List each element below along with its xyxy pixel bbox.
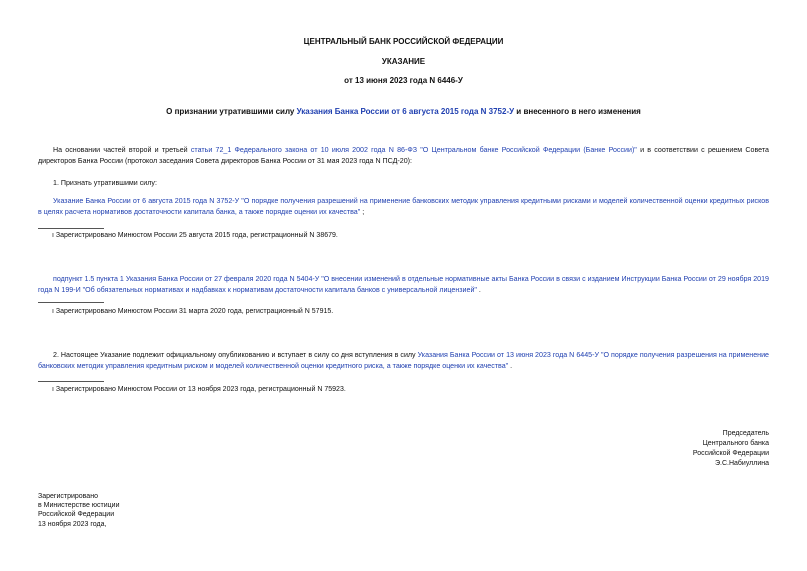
reference-2-tail: . — [476, 285, 481, 294]
registration-line-3: Российской Федерации — [38, 511, 115, 519]
footnote-marker: ı — [52, 308, 56, 315]
registration-line-2: в Министерстве юстиции — [38, 502, 120, 510]
footnote-separator — [38, 228, 104, 229]
registration-block — [38, 492, 119, 529]
item-1-reference-1 — [38, 196, 769, 217]
reference-1-tail: ; — [360, 207, 365, 216]
footnote-1-text: Зарегистрировано Минюстом России 25 августа 2015 года, регистрационный N 38679. — [55, 232, 338, 239]
item-2-text-start: 2. Настоящее Указание подлежит официальному опубликованию и вступает в силу со дня вступления в силу — [53, 351, 418, 359]
title-suffix: и внесенного в него изменения — [514, 107, 641, 116]
registration-line-1: Зарегистрировано — [38, 493, 98, 500]
law-article-link[interactable]: статьи 72_1 Федерального закона от 10 июля 2002 года N 86-ФЗ "О Центральном банке Российской Федерации (Банке России)" — [190, 146, 637, 154]
instruction-3752-link[interactable]: Указание Банка России от 6 августа 2015 года N 3752-У "О порядке получения разрешений на применение банковских методик управления кредитными рисками и моделей количественной оценки кредитных рисков в целях расчета нормативов достаточности капитала банка, а также порядке оценки их качества" — [38, 197, 769, 216]
footnote-2 — [52, 307, 333, 316]
signature-block — [693, 429, 769, 469]
instruction-5404-link[interactable]: подпункт 1.5 пункта 1 Указания Банка России от 27 февраля 2020 года N 5404-У "О внесении изменений в отдельные нормативные акты Банка России в связи с изданием Инструкции Банка России от 29 ноября 2019 года N 199-И "Об обязательных нормативах и надбавках к нормативам достаточности капитала банков с универсальной лицензией" — [38, 275, 769, 294]
signature-country: Российской Федерации — [692, 450, 769, 457]
footnote-1 — [52, 231, 338, 240]
signature-organization: Центрального банка — [702, 440, 769, 447]
item-2-paragraph — [38, 350, 769, 371]
document-title — [0, 107, 807, 116]
signatory-name: Э.С.Набиуллина — [714, 460, 769, 467]
item-1-reference-2 — [38, 274, 769, 295]
preamble-text-end: и в соответствии с решением Совета директоров Банка России (протокол заседания Совета директоров Банка России от 31 мая 2023 года N ПСД-20): — [38, 146, 770, 165]
footnote-marker: ı — [52, 386, 56, 393]
footnote-3 — [52, 385, 346, 394]
registration-date: 13 ноября 2023 года, — [38, 520, 107, 528]
footnote-separator — [38, 381, 104, 382]
footnote-separator — [38, 302, 104, 303]
issuer-heading: ЦЕНТРАЛЬНЫЙ БАНК РОССИЙСКОЙ ФЕДЕРАЦИИ — [303, 37, 504, 46]
item-1-label: 1. Признать утратившими силу: — [53, 179, 157, 187]
instruction-6445-link[interactable]: Указания Банка России от 13 июня 2023 года N 6445-У "О порядке получения разрешения на применение банковских методик управления кредитным риском и моделей количественной оценки кредитного риска, а также порядке оценки их качества" — [38, 351, 769, 370]
signature-position: Председатель — [722, 430, 769, 437]
item-2-text-end: . — [508, 361, 513, 370]
preamble-paragraph — [38, 145, 769, 166]
footnote-2-text: Зарегистрировано Минюстом России 31 марта 2020 года, регистрационный N 57915. — [55, 308, 334, 315]
document-type: УКАЗАНИЕ — [381, 57, 426, 66]
footnote-3-text: Зарегистрировано Минюстом России от 13 ноября 2023 года, регистрационный N 75923. — [55, 386, 346, 393]
title-prefix: О признании утратившими силу — [166, 107, 297, 116]
title-link[interactable]: Указания Банка России от 6 августа 2015 года N 3752-У — [296, 107, 515, 116]
document-date-number: от 13 июня 2023 года N 6446-У — [344, 76, 463, 85]
preamble-text-start: На основании частей второй и третьей — [53, 146, 191, 154]
footnote-marker: ı — [52, 232, 56, 239]
